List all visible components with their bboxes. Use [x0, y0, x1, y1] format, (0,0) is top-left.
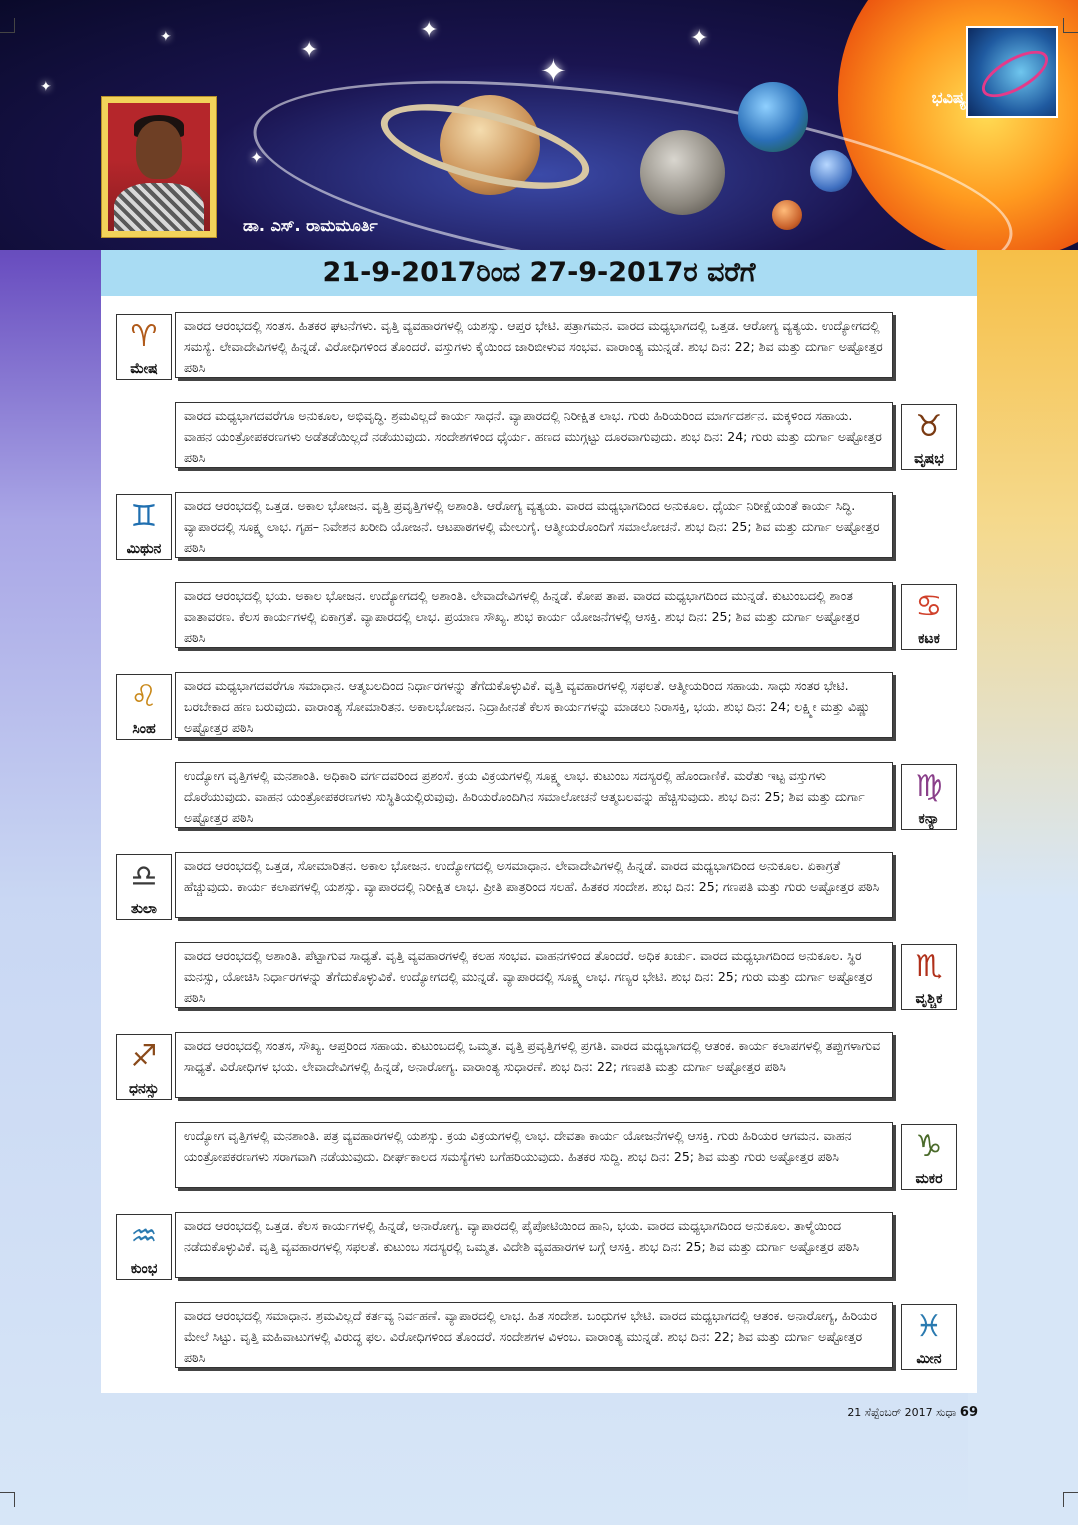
horoscope-text: ವಾರದ ಆರಂಭದಲ್ಲಿ ಒತ್ತಡ. ಅಕಾಲ ಭೋಜನ. ವೃತ್ತಿ ಪ್ರವೃತ್ತಿಗಳಲ್ಲಿ ಅಶಾಂತಿ. ಆರೋಗ್ಯ ವ್ಯತ್ಯಯ. ವಾರದ ಮಧ್ಯಭಾಗದಿಂದ ಅನುಕೂಲ. ಧೈರ್ಯ ನಿರೀಕ್ಷೆಯಂತೆ ಕಾರ್ಯ ಸಿದ್ಧಿ. ವ್ಯಾಪಾರದಲ್ಲಿ ಸೂಕ್ಷ್ಮ ಲಾಭ. ಗೃಹ– ನಿವೇಶನ ಖರೀದಿ ಯೋಜನೆ. ಆಟಪಾಠಗಳಲ್ಲಿ ಮೇಲುಗೈ. ಆತ್ಮೀಯರೊಂದಿಗೆ ಸಮಾಲೋಚನೆ. ಶುಭ ದಿನ: 25; ಶಿವ ಮತ್ತು ದುರ್ಗಾ ಅಷ್ಟೋತ್ತರ ಪಠಿಸಿ [175, 492, 893, 558]
moon-planet [640, 130, 725, 215]
header-banner [0, 0, 1078, 250]
horoscope-row [101, 760, 977, 834]
zodiac-sign-card [901, 1304, 957, 1370]
zodiac-sign-name: ಕನ್ಯಾ [918, 811, 940, 827]
zodiac-sign-name: ಧನಸ್ಸು [128, 1081, 160, 1097]
horoscope-text: ವಾರದ ಆರಂಭದಲ್ಲಿ ಒತ್ತಡ. ಕೆಲಸ ಕಾರ್ಯಗಳಲ್ಲಿ ಹಿನ್ನಡೆ, ಅನಾರೋಗ್ಯ. ವ್ಯಾಪಾರದಲ್ಲಿ ಪೈಪೋಟಿಯಿಂದ ಹಾನಿ, ಭಯ. ವಾರದ ಮಧ್ಯಭಾಗದಿಂದ ಅನುಕೂಲ. ತಾಳ್ಮೆಯಿಂದ ನಡೆದುಕೊಳ್ಳುವಿಕೆ. ವೃತ್ತಿ ವ್ಯವಹಾರಗಳಲ್ಲಿ ಸಫಲತೆ. ಕುಟುಂಬ ಸದಸ್ಯರಲ್ಲಿ ಒಮ್ಮತ. ವಿದೇಶಿ ವ್ಯವಹಾರಗಳ ಬಗ್ಗೆ ಆಸಕ್ತಿ. ಶುಭ ದಿನ: 25; ಶಿವ ಮತ್ತು ದುರ್ಗಾ ಅಷ್ಟೋತ್ತರ ಪಠಿಸಿ [175, 1212, 893, 1278]
twins-icon: ♊ [130, 499, 158, 534]
horoscope-text: ವಾರದ ಆರಂಭದಲ್ಲಿ ಸಂತಸ, ಸೌಖ್ಯ. ಆಪ್ತರಿಂದ ಸಹಾಯ. ಕುಟುಂಬದಲ್ಲಿ ಒಮ್ಮತ. ವೃತ್ತಿ ಪ್ರವೃತ್ತಿಗಳಲ್ಲಿ ಪ್ರಗತಿ. ವಾರದ ಮಧ್ಯಭಾಗದಲ್ಲಿ ಆತಂಕ. ಕಾರ್ಯ ಕಲಾಪಗಳಲ್ಲಿ ತಪ್ಪುಗಳಾಗುವ ಸಾಧ್ಯತೆ. ವಿರೋಧಿಗಳ ಭಯ. ಲೇವಾದೇವಿಗಳಲ್ಲಿ ಹಿನ್ನಡೆ, ಅನಾರೋಗ್ಯ. ವಾರಾಂತ್ಯ ಸುಧಾರಣೆ. ಶುಭ ದಿನ: 22; ಗಣಪತಿ ಮತ್ತು ದುರ್ಗಾ ಅಷ್ಟೋತ್ತರ ಪಠಿಸಿ [175, 1032, 893, 1098]
zodiac-sign-card [116, 314, 172, 380]
date-range-title: 21-9-2017ರಿಂದ 27-9-2017ರ ವರೆಗೆ [101, 250, 977, 296]
horoscope-text: ವಾರದ ಮಧ್ಯಭಾಗದವರೆಗೂ ಅನುಕೂಲ, ಅಭಿವೃದ್ಧಿ. ಶ್ರಮವಿಲ್ಲದೆ ಕಾರ್ಯ ಸಾಧನೆ. ವ್ಯಾಪಾರದಲ್ಲಿ ನಿರೀಕ್ಷಿತ ಲಾಭ. ಗುರು ಹಿರಿಯರಿಂದ ಮಾರ್ಗದರ್ಶನ. ಮಕ್ಕಳಿಂದ ಸಹಾಯ. ವಾಹನ ಯಂತ್ರೋಪಕರಣಗಳು ಅಡೆತಡೆಯಿಲ್ಲದೆ ನಡೆಯುವುದು. ಸಂದೇಶಗಳಿಂದ ಧೈರ್ಯ. ಹಣದ ಮುಗ್ಗಟ್ಟು ದೂರವಾಗುವುದು. ಶುಭ ದಿನ: 24; ಗುರು ಮತ್ತು ದುರ್ಗಾ ಅಷ್ಟೋತ್ತರ ಪಠಿಸಿ [175, 402, 893, 468]
section-label: ಭವಿಷ್ಯ [931, 88, 966, 107]
scorpion-icon: ♏ [915, 949, 943, 984]
horoscope-row [101, 850, 977, 924]
zodiac-sign-card [901, 764, 957, 830]
archer-icon: ♐ [130, 1039, 158, 1074]
crop-mark [0, 1492, 15, 1507]
mars-planet [772, 200, 802, 230]
zodiac-sign-card [901, 404, 957, 470]
neptune-planet [810, 150, 852, 192]
horoscope-row [101, 580, 977, 654]
zodiac-sign-card [901, 584, 957, 650]
fish-icon: ♓ [915, 1309, 943, 1344]
horoscope-row [101, 1300, 977, 1374]
zodiac-sign-card [901, 1124, 957, 1190]
zodiac-sign-name: ಸಿಂಹ [132, 721, 156, 737]
bull-icon: ♉ [915, 409, 943, 444]
page-footer [847, 1405, 978, 1420]
zodiac-sign-name: ಮೀನ [916, 1351, 942, 1367]
crop-mark [1063, 18, 1078, 33]
horoscope-row [101, 490, 977, 564]
author-name: ಡಾ. ಎಸ್. ರಾಮಮೂರ್ತಿ [243, 216, 378, 235]
zodiac-sign-card [116, 1214, 172, 1280]
star-icon: ✦ [420, 18, 439, 43]
zodiac-sign-name: ಮೇಷ [130, 361, 158, 377]
horoscope-text: ವಾರದ ಆರಂಭದಲ್ಲಿ ಸಂತಸ. ಹಿತಕರ ಘಟನೆಗಳು. ವೃತ್ತಿ ವ್ಯವಹಾರಗಳಲ್ಲಿ ಯಶಸ್ಸು. ಆಪ್ತರ ಭೇಟಿ. ಪತ್ರಾಗಮನ. ವಾರದ ಮಧ್ಯಭಾಗದಲ್ಲಿ ಒತ್ತಡ. ಆರೋಗ್ಯ ವ್ಯತ್ಯಯ. ಉದ್ಯೋಗದಲ್ಲಿ ಸಮಸ್ಯೆ. ಲೇವಾದೇವಿಗಳಲ್ಲಿ ಹಿನ್ನಡೆ. ವಿರೋಧಿಗಳಿಂದ ತೊಂದರೆ. ವಸ್ತುಗಳು ಕೈಯಿಂದ ಜಾರಿಬೀಳುವ ಸಂಭವ. ವಾರಾಂತ್ಯ ಮುನ್ನಡೆ. ಶುಭ ದಿನ: 22; ಶಿವ ಮತ್ತು ದುರ್ಗಾ ಅಷ್ಟೋತ್ತರ ಪಠಿಸಿ [175, 312, 893, 378]
horoscope-text: ವಾರದ ಆರಂಭದಲ್ಲಿ ಒತ್ತಡ, ಸೋಮಾರಿತನ. ಅಕಾಲ ಭೋಜನ. ಉದ್ಯೋಗದಲ್ಲಿ ಅಸಮಾಧಾನ. ಲೇವಾದೇವಿಗಳಲ್ಲಿ ಹಿನ್ನಡೆ. ವಾರದ ಮಧ್ಯಭಾಗದಿಂದ ಅನುಕೂಲ. ಏಕಾಗ್ರತೆ ಹೆಚ್ಚುವುದು. ಕಾರ್ಯ ಕಲಾಪಗಳಲ್ಲಿ ಯಶಸ್ಸು. ವ್ಯಾಪಾರದಲ್ಲಿ ನಿರೀಕ್ಷಿತ ಲಾಭ. ಪ್ರೀತಿ ಪಾತ್ರರಿಂದ ಸಲಹೆ. ಹಿತಕರ ಸಂದೇಶ. ಶುಭ ದಿನ: 25; ಗಣಪತಿ ಮತ್ತು ಗುರು ಅಷ್ಟೋತ್ತರ ಪಠಿಸಿ [175, 852, 893, 918]
horoscope-text: ವಾರದ ಆರಂಭದಲ್ಲಿ ಭಯ. ಅಕಾಲ ಭೋಜನ. ಉದ್ಯೋಗದಲ್ಲಿ ಅಶಾಂತಿ. ಲೇವಾದೇವಿಗಳಲ್ಲಿ ಹಿನ್ನಡೆ. ಕೋಪ ತಾಪ. ವಾರದ ಮಧ್ಯಭಾಗದಿಂದ ಮುನ್ನಡೆ. ಕುಟುಂಬದಲ್ಲಿ ಶಾಂತ ವಾತಾವರಣ. ಕೆಲಸ ಕಾರ್ಯಗಳಲ್ಲಿ ಏಕಾಗ್ರತೆ. ವ್ಯಾಪಾರದಲ್ಲಿ ಲಾಭ. ಪ್ರಯಾಣ ಸೌಖ್ಯ. ಶುಭ ಕಾರ್ಯ ಯೋಜನೆಗಳಲ್ಲಿ ಆಸಕ್ತಿ. ಶುಭ ದಿನ: 25; ಶಿವ ಮತ್ತು ದುರ್ಗಾ ಅಷ್ಟೋತ್ತರ ಪಠಿಸಿ [175, 582, 893, 648]
zodiac-sign-card [901, 944, 957, 1010]
crop-mark [0, 18, 15, 33]
horoscope-text: ವಾರದ ಆರಂಭದಲ್ಲಿ ಅಶಾಂತಿ. ಪೆಟ್ಟಾಗುವ ಸಾಧ್ಯತೆ. ವೃತ್ತಿ ವ್ಯವಹಾರಗಳಲ್ಲಿ ಕಲಹ ಸಂಭವ. ವಾಹನಗಳಿಂದ ತೊಂದರೆ. ಅಧಿಕ ಖರ್ಚು. ವಾರದ ಮಧ್ಯಭಾಗದಿಂದ ಅನುಕೂಲ. ಸ್ಥಿರ ಮನಸ್ಸು, ಯೋಚಿಸಿ ನಿರ್ಧಾರಗಳನ್ನು ತೆಗೆದುಕೊಳ್ಳುವಿಕೆ. ಉದ್ಯೋಗದಲ್ಲಿ ಮುನ್ನಡೆ. ವ್ಯಾಪಾರದಲ್ಲಿ ಸೂಕ್ಷ್ಮ ಲಾಭ. ಗಣ್ಯರ ಭೇಟಿ. ಶುಭ ದಿನ: 25; ಗುರು ಮತ್ತು ದುರ್ಗಾ ಅಷ್ಟೋತ್ತರ ಪಠಿಸಿ [175, 942, 893, 1008]
zodiac-sign-card [116, 1034, 172, 1100]
zodiac-sign-name: ಮಿಥುನ [126, 541, 162, 557]
star-icon: ✦ [690, 26, 709, 51]
zodiac-sign-name: ಕುಂಭ [130, 1261, 158, 1277]
zodiac-sign-name: ವೃಷಭ [914, 451, 944, 467]
crop-mark [1063, 1492, 1078, 1507]
horoscope-row [101, 1210, 977, 1284]
lion-icon: ♌ [130, 679, 158, 714]
star-icon: ✦ [300, 38, 319, 63]
horoscope-row [101, 400, 977, 474]
horoscope-row [101, 1120, 977, 1194]
horoscope-row [101, 1030, 977, 1104]
ram-icon: ♈ [130, 319, 158, 354]
author-photo-frame [101, 96, 217, 238]
zodiac-sign-card [116, 494, 172, 560]
horoscope-panel [101, 250, 977, 1393]
zodiac-sign-name: ವೃಶ್ಚಿಕ [915, 991, 943, 1007]
zodiac-sign-card [116, 854, 172, 920]
horoscope-text: ವಾರದ ಮಧ್ಯಭಾಗದವರೆಗೂ ಸಮಾಧಾನ. ಆತ್ಮಬಲದಿಂದ ನಿರ್ಧಾರಗಳನ್ನು ತೆಗೆದುಕೊಳ್ಳುವಿಕೆ. ವೃತ್ತಿ ವ್ಯವಹಾರಗಳಲ್ಲಿ ಸಫಲತೆ. ಆತ್ಮೀಯರಿಂದ ಸಹಾಯ. ಸಾಧು ಸಂತರ ಭೇಟಿ. ಬರಬೇಕಾದ ಹಣ ಬರುವುದು. ವಾರಾಂತ್ಯ ಸೋಮಾರಿತನ. ಅಕಾಲಭೋಜನ. ನಿದ್ರಾಹೀನತೆ ಕೆಲಸ ಕಾರ್ಯಗಳನ್ನು ಮಾಡಲು ನಿರಾಸಕ್ತಿ, ಭಯ. ಶುಭ ದಿನ: 24; ಲಕ್ಷ್ಮೀ ಮತ್ತು ವಿಷ್ಣು ಅಷ್ಟೋತ್ತರ ಪಠಿಸಿ [175, 672, 893, 738]
star-icon: ✦ [160, 29, 172, 45]
water-bearer-icon: ♒ [130, 1219, 158, 1254]
zodiac-sign-name: ಕಟಕ [918, 631, 940, 647]
maiden-icon: ♍ [915, 769, 943, 804]
horoscope-text: ವಾರದ ಆರಂಭದಲ್ಲಿ ಸಮಾಧಾನ. ಶ್ರಮವಿಲ್ಲದೆ ಕರ್ತವ್ಯ ನಿರ್ವಹಣೆ. ವ್ಯಾಪಾರದಲ್ಲಿ ಲಾಭ. ಹಿತ ಸಂದೇಶ. ಬಂಧುಗಳ ಭೇಟಿ. ವಾರದ ಮಧ್ಯಭಾಗದಲ್ಲಿ ಆತಂಕ. ಅನಾರೋಗ್ಯ, ಹಿರಿಯರ ಮೇಲೆ ಸಿಟ್ಟು. ವೃತ್ತಿ ಮಹಿವಾಟುಗಳಲ್ಲಿ ವಿರುದ್ಧ ಫಲ. ವಿರೋಧಿಗಳಿಂದ ತೊಂದರೆ. ಸಂದೇಶಗಳ ವಿಳಂಬ. ವಾರಾಂತ್ಯ ಮುನ್ನಡೆ. ಶುಭ ದಿನ: 22; ಶಿವ ಮತ್ತು ದುರ್ಗಾ ಅಷ್ಟೋತ್ತರ ಪಠಿಸಿ [175, 1302, 893, 1368]
star-icon: ✦ [250, 148, 264, 167]
footer-page-number: 69 [959, 1405, 978, 1420]
horoscope-row [101, 670, 977, 744]
footer-date: 21 ಸೆಪ್ಟೆಂಬರ್ 2017 [847, 1406, 933, 1419]
horoscope-row [101, 310, 977, 384]
horoscope-text: ಉದ್ಯೋಗ ವೃತ್ತಿಗಳಲ್ಲಿ ಮನಶಾಂತಿ. ಅಧಿಕಾರಿ ವರ್ಗದವರಿಂದ ಪ್ರಶಂಸೆ. ಕ್ರಯ ವಿಕ್ರಯಗಳಲ್ಲಿ ಸೂಕ್ಷ್ಮ ಲಾಭ. ಕುಟುಂಬ ಸದಸ್ಯರಲ್ಲಿ ಹೊಂದಾಣಿಕೆ. ಮರೆತು ಇಟ್ಟ ವಸ್ತುಗಳು ದೊರೆಯುವುದು. ವಾಹನ ಯಂತ್ರೋಪಕರಣಗಳು ಸುಸ್ಥಿತಿಯಲ್ಲಿರುವುವು. ಹಿರಿಯರೊಂದಿಗಿನ ಸಮಾಲೋಚನೆ ಆತ್ಮಬಲವನ್ನು ಹೆಚ್ಚಿಸುವುದು. ಶುಭ ದಿನ: 25; ಶಿವ ಮತ್ತು ದುರ್ಗಾ ಅಷ್ಟೋತ್ತರ ಪಠಿಸಿ [175, 762, 893, 828]
section-logo-icon [966, 26, 1058, 118]
footer-magazine: ಸುಧಾ [936, 1406, 957, 1419]
horoscope-row [101, 940, 977, 1014]
earth-planet [738, 82, 808, 152]
star-icon: ✦ [40, 79, 52, 95]
star-icon: ✦ [540, 52, 567, 90]
crab-icon: ♋ [915, 589, 943, 624]
zodiac-sign-card [116, 674, 172, 740]
author-photo [108, 103, 210, 231]
horoscope-text: ಉದ್ಯೋಗ ವೃತ್ತಿಗಳಲ್ಲಿ ಮನಶಾಂತಿ. ಪತ್ರ ವ್ಯವಹಾರಗಳಲ್ಲಿ ಯಶಸ್ಸು. ಕ್ರಯ ವಿಕ್ರಯಗಳಲ್ಲಿ ಲಾಭ. ದೇವತಾ ಕಾರ್ಯ ಯೋಜನೆಗಳಲ್ಲಿ ಆಸಕ್ತಿ. ಗುರು ಹಿರಿಯರ ಆಗಮನ. ವಾಹನ ಯಂತ್ರೋಪಕರಣಗಳು ಸರಾಗವಾಗಿ ನಡೆಯುವುದು. ದೀರ್ಘಕಾಲದ ಸಮಸ್ಯೆಗಳು ಬಗೆಹರಿಯುವುದು. ಹಿತಕರ ಸುದ್ದಿ. ಶುಭ ದಿನ: 25; ಶಿವ ಮತ್ತು ಗುರು ಅಷ್ಟೋತ್ತರ ಪಠಿಸಿ [175, 1122, 893, 1188]
zodiac-sign-name: ತುಲಾ [131, 901, 157, 917]
crocodile-icon: ♑ [915, 1129, 943, 1164]
zodiac-sign-name: ಮಕರ [915, 1171, 943, 1187]
scales-icon: ♎ [130, 859, 158, 894]
